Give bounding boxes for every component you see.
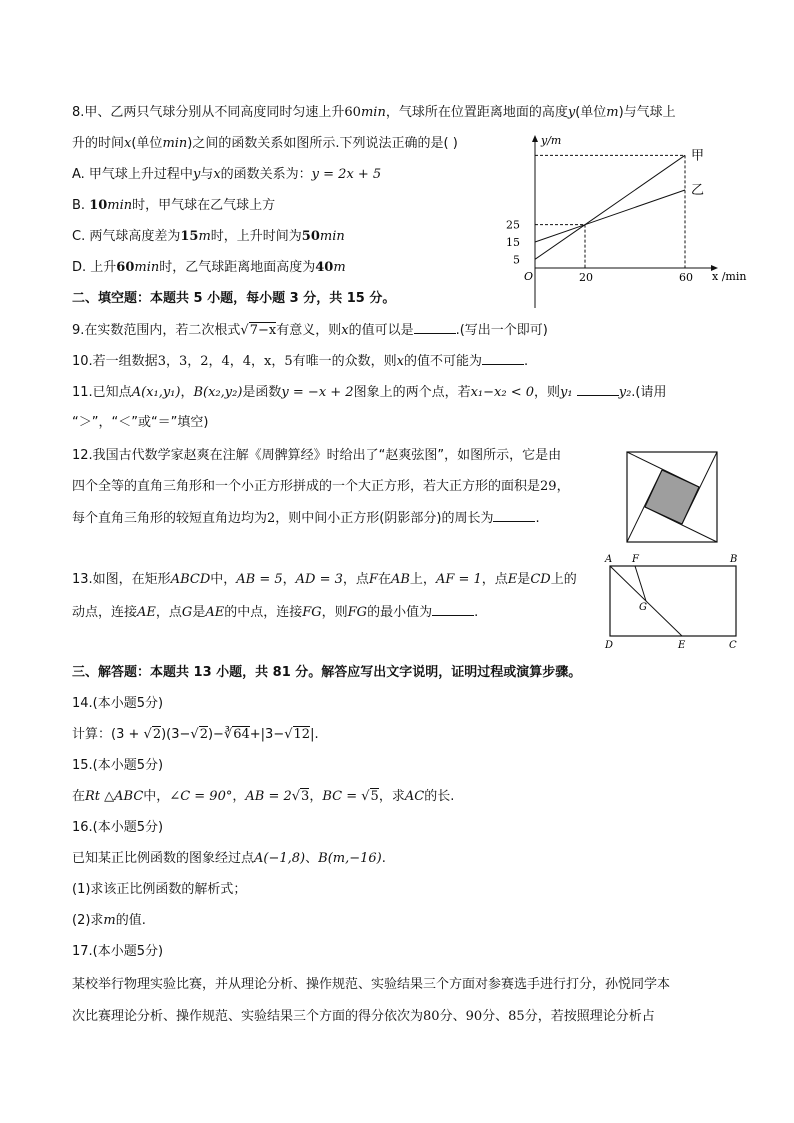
x-axis-label: x /min	[712, 270, 747, 283]
q8-option-a: A. 甲气球上升过程中y与x的函数关系为：y = 2x + 5	[72, 167, 382, 182]
label-G: G	[639, 602, 647, 613]
sqrt-symbol: √	[240, 323, 249, 338]
answer-blank[interactable]	[493, 509, 535, 522]
q9: 9.在实数范围内，若二次根式√7−x有意义，则x的值可以是 .(写出一个即可)	[72, 323, 548, 338]
q15-body: 在Rt △ABC中，∠C = 90°，AB = 2√3，BC = √5，求AC的长.	[72, 789, 455, 804]
q14-title: 14.(本小题5分)	[72, 696, 164, 711]
q11-line-1: 11.已知点A(x₁,y₁)，B(x₂,y₂)是函数y = −x + 2图象上的两个点，若x₁−x₂ < 0，则y₁ y₂.(请用	[72, 385, 667, 400]
q8-option-b: B. 10min时，甲气球在乙气球上方	[72, 198, 276, 213]
q12-line-1: 12.我国古代数学家赵爽在注解《周髀算经》时给出了“赵爽弦图”，如图所示，它是由	[72, 448, 562, 463]
q8-option-c: C. 两气球高度差为15m时，上升时间为50min	[72, 229, 345, 244]
small-square-shaded	[645, 470, 699, 524]
series-label: 甲	[691, 148, 705, 164]
q8-chart	[506, 130, 755, 310]
label-B: B	[730, 554, 738, 565]
q10: 10.若一组数据3，3，2，4，4，x，5有唯一的众数，则x的值不可能为 .	[72, 354, 529, 369]
label-A: A	[605, 554, 613, 565]
q15-title: 15.(本小题5分)	[72, 758, 164, 773]
section-2-heading: 二、填空题：本题共 5 小题，每小题 3 分，共 15 分。	[72, 291, 396, 306]
origin-label: O	[524, 270, 534, 283]
q8-line-2: 升的时间x(单位min)之间的函数关系如图所示.下列说法正确的是( )	[72, 136, 458, 151]
series-line-yi	[535, 190, 685, 242]
q16-body: 已知某正比例函数的图象经过点A(−1,8)、B(m,−16).	[72, 851, 386, 866]
q16-sub-1: (1)求该正比例函数的解析式；	[72, 882, 247, 897]
label-E: E	[678, 640, 686, 651]
q11-line-2: “＞”，“＜”或“＝”填空)	[72, 415, 209, 430]
series-label: 乙	[691, 183, 705, 198]
q16-sub-2: (2)求m的值.	[72, 913, 146, 928]
series-line-jia	[535, 155, 685, 259]
y-axis-arrow	[532, 135, 538, 142]
y-tick-label: 25	[506, 218, 520, 232]
q13-line-1: 13.如图，在矩形ABCD中，AB = 5，AD = 3，点F在AB上，AF = 1，点E是CD上的	[72, 572, 577, 587]
q12-line-2: 四个全等的直角三角形和一个小正方形拼成的一个大正方形，若大正方形的面积是29，	[72, 479, 570, 494]
q8-line-1: 8.甲、乙两只气球分别从不同高度同时匀速上升60min，气球所在位置距离地面的高度y(单位m)与气球上	[72, 105, 676, 120]
y-axis-label: y/m	[541, 134, 562, 147]
rectangle-figure	[600, 550, 745, 652]
y-tick-label: 5	[513, 253, 520, 267]
q14-expression: 计算：(3 + √2)(3−√2)−∛64+|3−√12|.	[72, 727, 319, 742]
q17-line-1: 某校举行物理实验比赛，并从理论分析、操作规范、实验结果三个方面对参赛选手进行打分，孙悦同学本	[72, 977, 671, 992]
zhao-shuang-figure	[626, 451, 718, 543]
q17-line-2: 次比赛理论分析、操作规范、实验结果三个方面的得分依次为80分、90分、85分，若按照理论分析占	[72, 1009, 655, 1024]
label-C: C	[729, 640, 737, 651]
answer-blank[interactable]	[414, 321, 456, 334]
answer-blank[interactable]	[482, 352, 524, 365]
y-tick-label: 15	[506, 236, 520, 249]
label-F: F	[632, 554, 639, 565]
q13-line-2: 动点，连接AE，点G是AE的中点，连接FG，则FG的最小值为 .	[72, 605, 479, 620]
rect-abcd	[610, 566, 736, 636]
q8-option-d: D. 上升60min时，乙气球距离地面高度为40m	[72, 260, 346, 275]
q12-line-3: 每个直角三角形的较短直角边均为2，则中间小正方形(阴影部分)的周长为 .	[72, 511, 540, 526]
q17-title: 17.(本小题5分)	[72, 944, 164, 959]
q16-title: 16.(本小题5分)	[72, 820, 164, 835]
x-tick-label: 60	[679, 271, 693, 284]
answer-blank[interactable]	[432, 603, 474, 616]
x-tick-label: 20	[579, 271, 593, 284]
label-D: D	[605, 640, 614, 651]
section-3-heading: 三、解答题：本题共 13 小题，共 81 分。解答应写出文字说明，证明过程或演算步骤。	[72, 665, 582, 680]
answer-blank[interactable]	[577, 383, 619, 396]
